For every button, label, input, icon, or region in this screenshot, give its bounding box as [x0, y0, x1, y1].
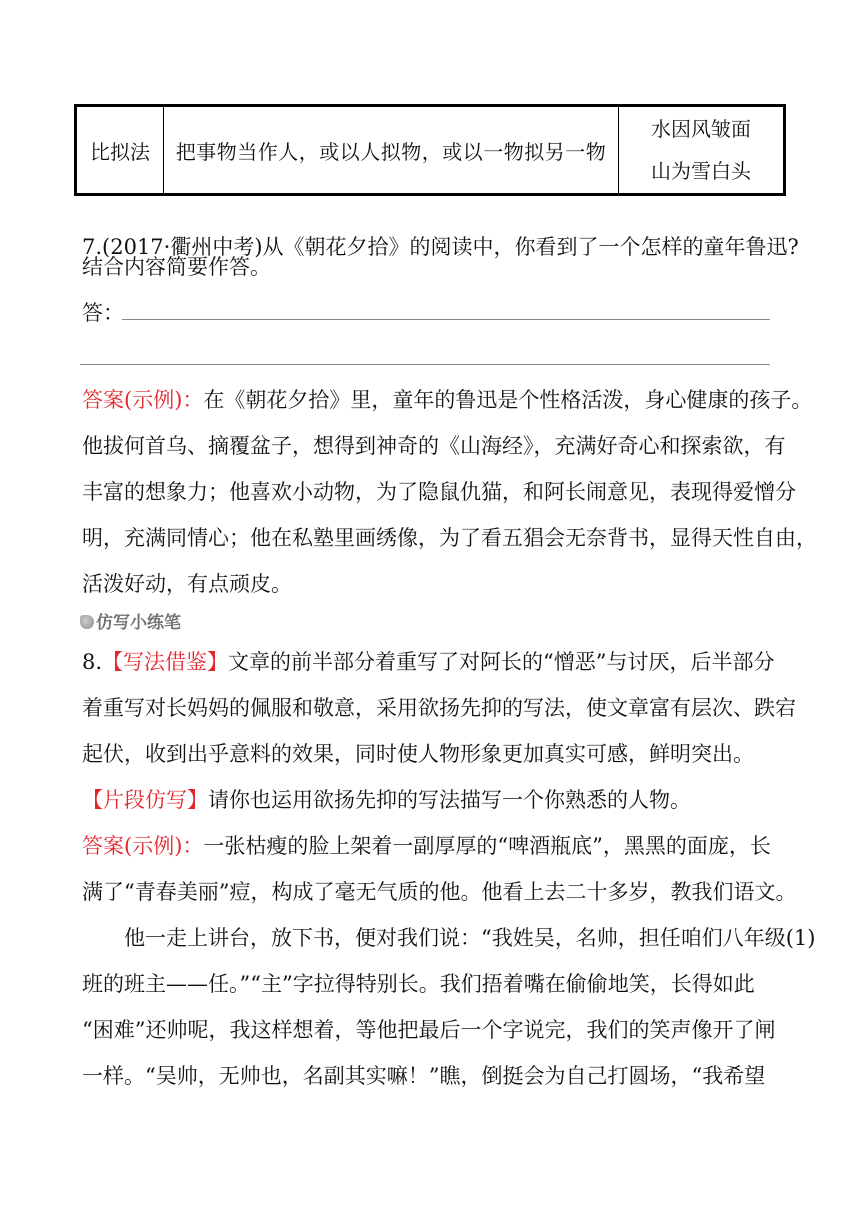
answer-line-2[interactable]	[80, 364, 770, 365]
answer-7-line-1	[82, 385, 813, 415]
answer-7-line-4: 明，充满同情心；他在私塾里画绣像，为了看五猖会无奈背书，显得天性自由，	[82, 526, 817, 550]
question-number: 8.	[82, 650, 103, 674]
example-cell	[619, 106, 785, 195]
imitation-text: 请你也运用欲扬先抑的写法描写一个你熟悉的人物。	[208, 788, 691, 812]
answer-example-label: 答案(示例)：	[82, 834, 204, 858]
rhetoric-table	[74, 104, 786, 196]
answer-7-text: 在《朝花夕拾》里，童年的鲁迅是个性格活泼，身心健康的孩子。	[203, 388, 813, 412]
term-cell: 比拟法	[76, 106, 164, 195]
section-title-text: 仿写小练笔	[96, 613, 181, 633]
answer-line-1[interactable]	[122, 319, 770, 320]
answer-8-text: 一张枯瘦的脸上架着一副厚厚的“啤酒瓶底”，黑黑的面庞，长	[203, 834, 771, 858]
question-7-line-2: 结合内容简要作答。	[82, 255, 271, 279]
question-8-line-3: 起伏，收到出乎意料的效果，同时使人物形象更加真实可感，鲜明突出。	[82, 742, 754, 766]
example-line-1: 水因风皱面	[651, 117, 751, 141]
answer-7-line-3: 丰富的想象力；他喜欢小动物，为了隐鼠仇猫，和阿长闹意见，表现得爱憎分	[82, 480, 796, 504]
answer-8-line-2: 满了“青春美丽”痘，构成了毫无气质的他。他看上去二十多岁，教我们语文。	[82, 880, 797, 904]
section-title	[80, 608, 181, 634]
example-line-2: 山为雪白头	[651, 159, 751, 183]
answer-7-line-5: 活泼好动，有点顽皮。	[82, 572, 292, 596]
answer-8-line-3: 他一走上讲台，放下书，便对我们说：“我姓吴，名帅，担任咱们八年级(1)	[124, 926, 816, 950]
question-8-line-4	[82, 785, 782, 815]
question-8-line-2: 着重写对长妈妈的佩服和敬意，采用欲扬先抑的写法，使文章富有层次、跌宕	[82, 696, 796, 720]
answer-example-label: 答案(示例)：	[82, 388, 204, 412]
answer-8-line-6: 一样。“吴帅，无帅也，名副其实嘛！”瞧，倒挺会为自己打圆场，“我希望	[82, 1064, 766, 1088]
definition-cell: 把事物当作人，或以人拟物，或以一物拟另一物	[164, 106, 619, 195]
table-row	[76, 106, 785, 195]
answer-7-line-2: 他拔何首乌、摘覆盆子，想得到神奇的《山海经》，充满好奇心和探索欲，有	[82, 434, 786, 458]
method-tag: 【写法借鉴】	[102, 650, 229, 674]
question-8-line-1	[82, 647, 782, 677]
answer-8-line-4: 班的班主——任。”“主”字拉得特别长。我们捂着嘴在偷偷地笑，长得如此	[82, 972, 755, 996]
imitation-tag: 【片段仿写】	[82, 788, 208, 812]
question-8-text: 文章的前半部分着重写了对阿长的“憎恶”与讨厌，后半部分	[228, 650, 775, 674]
answer-8-line-1	[82, 831, 782, 861]
pen-icon	[80, 615, 94, 629]
answer-label: 答：	[82, 301, 124, 325]
answer-8-line-5: “困难”还帅呢，我这样想着，等他把最后一个字说完，我们的笑声像开了闸	[82, 1018, 776, 1042]
question-7-line-1: 7.(2017·衢州中考)从《朝花夕拾》的阅读中，你看到了一个怎样的童年鲁迅?	[82, 235, 799, 259]
